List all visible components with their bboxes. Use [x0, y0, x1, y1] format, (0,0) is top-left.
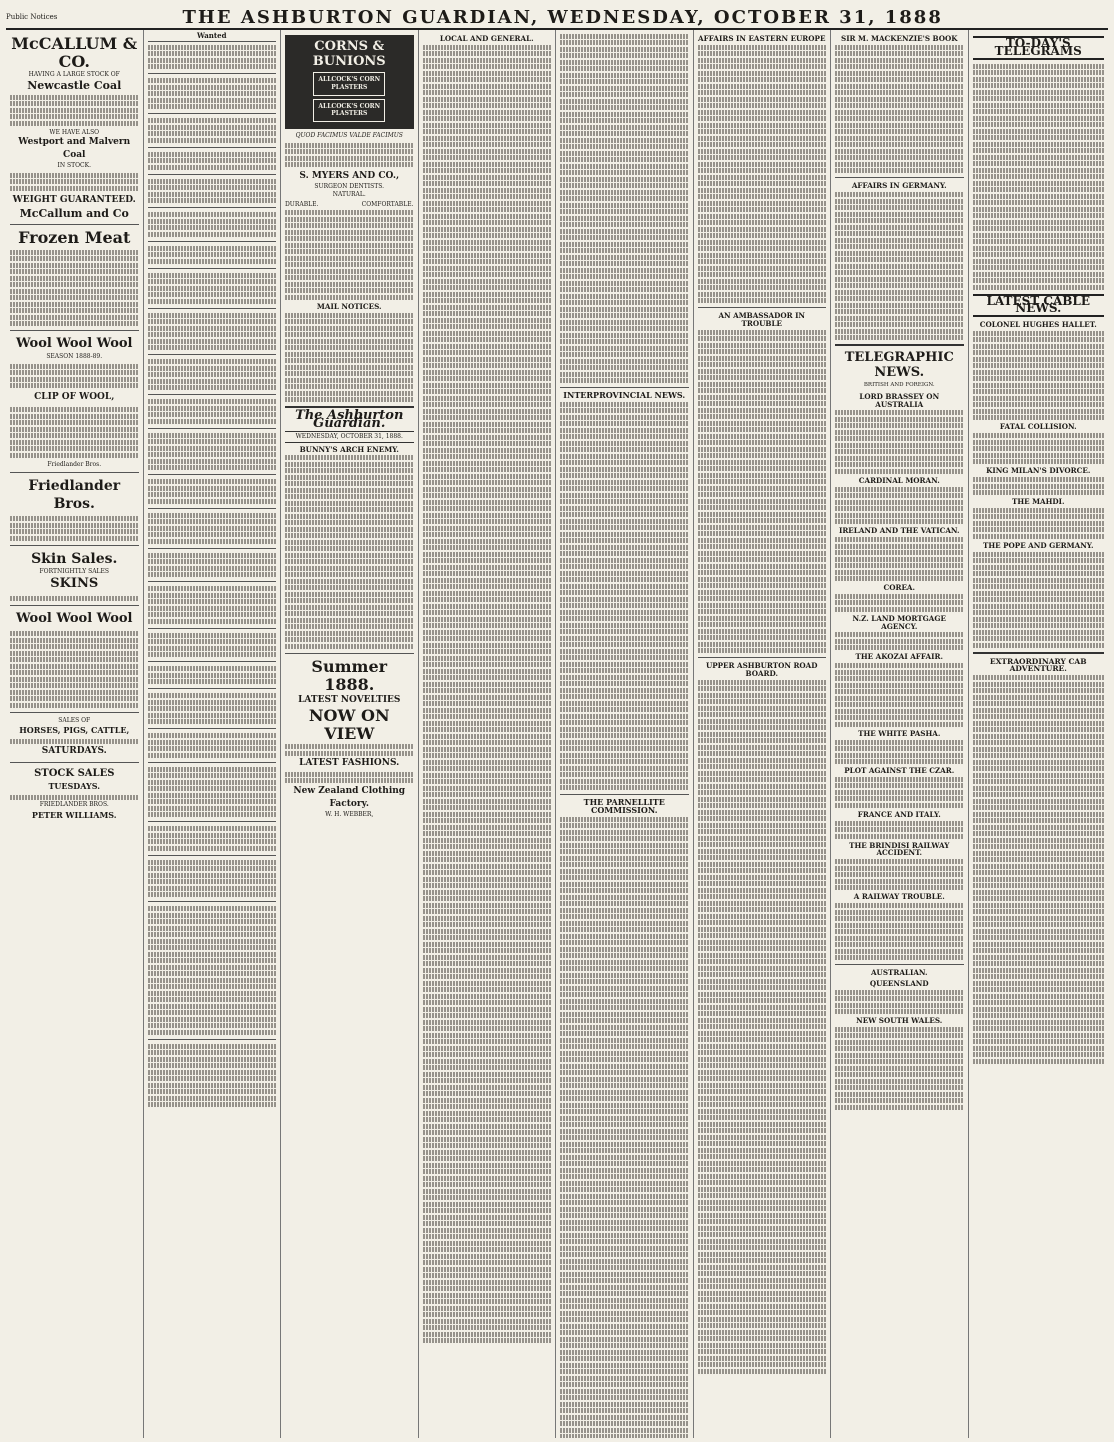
eastern-europe-heading: AFFAIRS IN EASTERN EUROPE [698, 34, 826, 43]
telegraphic-news-title: TELEGRAPHIC NEWS. [844, 350, 954, 381]
column-7: SIR M. MACKENZIE'S BOOK AFFAIRS IN GERMANY. TELEGRAPHIC NEWS. BRITISH AND FOREIGN. LORD BRASSEY ON AUSTRALIA CARDINAL MORAN. IRELAND AND THE VATICAN. COREA. N.Z. LAND MORTGAGE AGENCY. THE AKOZAI AFFAIR. THE WHITE PASHA. PLOT AGAINST THE CZAR. FRANCE AND ITALY. THE BRINDISI RAILWAY ACCIDENT. A RAILWAY TROUBLE. AUSTRALIAN. QUEENSLAND NEW SOUTH WALES. [831, 30, 969, 1438]
column-3: CORNS & BUNIONS ALLCOCK'S CORN PLASTERS ALLCOCK'S CORN PLASTERS QUOD FACIMUS VALDE FACIMUS S. MYERS AND CO., SURGEON DENTISTS. NATURAL. DURABLE. COMFORTABLE. MAIL NOTICES. The Ashburton Guardian. WEDNESDAY, OCTOBER 31, 1888. BUNNY'S ARCH ENEMY. Summer 1888. LATEST NOVELTIES NOW ON VIEW LATEST FASHIONS. New Zealand Clothing Factory. W. H. WEBBER, [281, 30, 419, 1438]
column-6 [694, 30, 832, 1438]
section-label: Public Notices [6, 13, 58, 21]
mccallum-title: McCALLUM & CO. [11, 34, 138, 71]
ambassador-heading: AN AMBASSADOR IN TROUBLE [718, 311, 806, 329]
wanted-heading: Wanted [148, 32, 277, 42]
column-5 [556, 30, 694, 1438]
frozen-meat: Frozen Meat [18, 227, 131, 247]
newcastle-coal: Newcastle Coal [27, 78, 122, 92]
interprovincial-heading: INTERPROVINCIAL NEWS. [563, 390, 686, 400]
column-2-wanted [144, 30, 282, 1438]
masthead [6, 6, 1108, 30]
columns [6, 30, 1108, 1438]
local-general-heading: LOCAL AND GENERAL. [439, 34, 534, 43]
parnellite-heading: THE PARNELLITE COMMISSION. [583, 797, 665, 816]
column-4 [419, 30, 557, 1438]
column-8: TO-DAY'S TELEGRAMS LATEST CABLE NEWS. COLONEL HUGHES HALLET. FATAL COLLISION. KING MILAN'S DIVORCE. THE MAHDI. THE POPE AND GERMANY. EXTRAORDINARY CAB ADVENTURE. [969, 30, 1108, 1438]
todays-telegrams-title: TO-DAY'S TELEGRAMS [973, 36, 1104, 60]
corns-advert: CORNS & BUNIONS ALLCOCK'S CORN PLASTERS ALLCOCK'S CORN PLASTERS [285, 35, 414, 129]
column-1: McCALLUM & CO. HAVING A LARGE STOCK OF Newcastle Coal WE HAVE ALSO Westport and Malvern Coal IN STOCK. WEIGHT GUARANTEED. McCallum and Co Frozen Meat Wool Wool Wool SEASON 1888-89. CLIP OF WOOL, Friedlander Bros. Friedlander Bros. Skin Sales. FORTNIGHTLY SALES SKINS Wool Wool Wool SALES OF HORSES, PIGS, CATTLE, SATURDAYS. STOCK SALES TUESDAYS. FRIEDLANDER BROS. PETER WILLIAMS. [6, 30, 144, 1438]
upper-ashburton-heading: UPPER ASHBURTON ROAD BOARD. [705, 661, 818, 679]
paper-title: The Ashburton Guardian. [295, 408, 404, 432]
latest-cable-title: LATEST CABLE NEWS. [973, 294, 1104, 318]
page-title: THE ASHBURTON GUARDIAN, WEDNESDAY, OCTOBER 31, 1888 [182, 6, 943, 28]
